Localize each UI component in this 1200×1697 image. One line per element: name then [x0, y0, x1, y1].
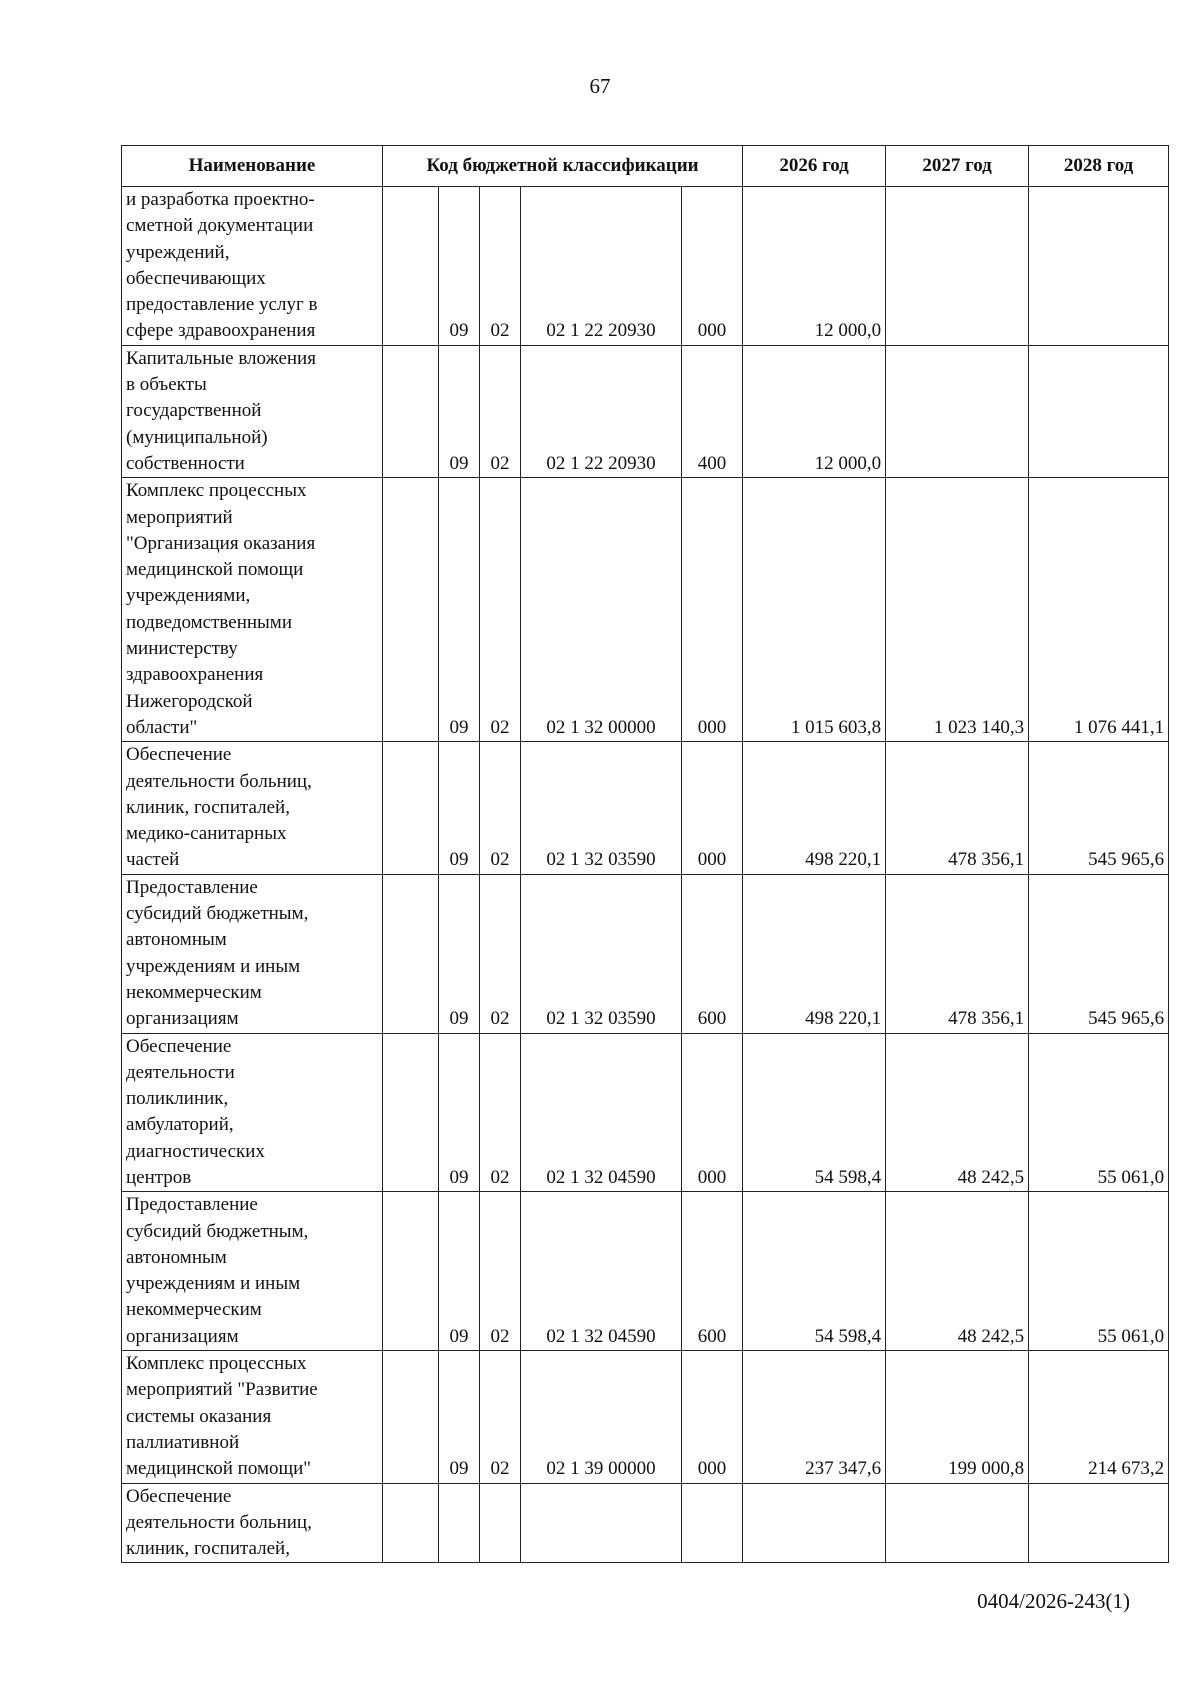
- cell-2026: 54 598,4: [743, 1033, 886, 1192]
- cell-2026: 1 015 603,8: [743, 478, 886, 742]
- cell-2028: 545 965,6: [1029, 742, 1169, 874]
- cell-target-article: 02 1 22 20930: [521, 187, 682, 346]
- cell-expense-type: 000: [682, 742, 743, 874]
- cell-target-article: 02 1 32 03590: [521, 874, 682, 1033]
- cell-2028: [1029, 345, 1169, 477]
- cell-2026: 54 598,4: [743, 1192, 886, 1351]
- cell-name: Обеспечение деятельности больниц, клиник, госпиталей,: [122, 1483, 383, 1563]
- header-2028: 2028 год: [1029, 146, 1169, 187]
- cell-target-article: 02 1 22 20930: [521, 345, 682, 477]
- cell-subsection: 02: [480, 742, 521, 874]
- cell-code-blank: [383, 874, 439, 1033]
- cell-target-article: 02 1 39 00000: [521, 1351, 682, 1483]
- cell-2027: [886, 345, 1029, 477]
- table-row: [122, 742, 1169, 874]
- cell-code-blank: [383, 345, 439, 477]
- cell-2026: 12 000,0: [743, 187, 886, 346]
- cell-subsection: 02: [480, 187, 521, 346]
- cell-section: 09: [439, 1351, 480, 1483]
- cell-section: 09: [439, 478, 480, 742]
- header-2027: 2027 год: [886, 146, 1029, 187]
- table-row: [122, 874, 1169, 1033]
- table-row: [122, 1483, 1169, 1563]
- header-name: Наименование: [122, 146, 383, 187]
- cell-section: 09: [439, 874, 480, 1033]
- cell-subsection: [480, 1483, 521, 1563]
- cell-target-article: 02 1 32 00000: [521, 478, 682, 742]
- table-row: [122, 1351, 1169, 1483]
- table-row: [122, 345, 1169, 477]
- cell-name: Обеспечение деятельности поликлиник, амбулаторий, диагностических центров: [122, 1033, 383, 1192]
- cell-2027: 478 356,1: [886, 874, 1029, 1033]
- cell-2026: 498 220,1: [743, 874, 886, 1033]
- cell-section: 09: [439, 1192, 480, 1351]
- cell-subsection: 02: [480, 1351, 521, 1483]
- cell-2028: [1029, 1483, 1169, 1563]
- cell-code-blank: [383, 1483, 439, 1563]
- cell-expense-type: 400: [682, 345, 743, 477]
- budget-table: [121, 145, 1169, 1563]
- cell-target-article: [521, 1483, 682, 1563]
- header-row: [122, 146, 1169, 187]
- cell-2026: 498 220,1: [743, 742, 886, 874]
- cell-name: Обеспечение деятельности больниц, клиник, госпиталей, медико-санитарных частей: [122, 742, 383, 874]
- cell-section: 09: [439, 742, 480, 874]
- cell-2028: 55 061,0: [1029, 1192, 1169, 1351]
- cell-code-blank: [383, 187, 439, 346]
- cell-2027: 199 000,8: [886, 1351, 1029, 1483]
- cell-2026: [743, 1483, 886, 1563]
- cell-subsection: 02: [480, 874, 521, 1033]
- cell-2028: 55 061,0: [1029, 1033, 1169, 1192]
- cell-expense-type: 600: [682, 1192, 743, 1351]
- cell-subsection: 02: [480, 345, 521, 477]
- cell-section: 09: [439, 187, 480, 346]
- table-row: [122, 478, 1169, 742]
- cell-expense-type: [682, 1483, 743, 1563]
- table-row: [122, 187, 1169, 346]
- cell-2027: 478 356,1: [886, 742, 1029, 874]
- cell-expense-type: 600: [682, 874, 743, 1033]
- cell-code-blank: [383, 1033, 439, 1192]
- cell-section: [439, 1483, 480, 1563]
- cell-2027: [886, 187, 1029, 346]
- cell-2027: [886, 1483, 1029, 1563]
- cell-2026: 237 347,6: [743, 1351, 886, 1483]
- cell-2027: 1 023 140,3: [886, 478, 1029, 742]
- document-code: 0404/2026-243(1): [977, 1589, 1130, 1613]
- header-2026: 2026 год: [743, 146, 886, 187]
- cell-name: Предоставление субсидий бюджетным, автономным учреждениям и иным некоммерческим организациям: [122, 874, 383, 1033]
- cell-code-blank: [383, 742, 439, 874]
- cell-section: 09: [439, 345, 480, 477]
- cell-expense-type: 000: [682, 1033, 743, 1192]
- cell-subsection: 02: [480, 478, 521, 742]
- header-code: Код бюджетной классификации: [383, 146, 743, 187]
- cell-2028: 214 673,2: [1029, 1351, 1169, 1483]
- cell-2026: 12 000,0: [743, 345, 886, 477]
- page-number: 67: [589, 74, 611, 98]
- table-row: [122, 1033, 1169, 1192]
- cell-2027: 48 242,5: [886, 1033, 1029, 1192]
- cell-expense-type: 000: [682, 187, 743, 346]
- cell-name: и разработка проектно- сметной документации учреждений, обеспечивающих предоставление услуг в сфере здравоохранения: [122, 187, 383, 346]
- cell-expense-type: 000: [682, 1351, 743, 1483]
- cell-target-article: 02 1 32 03590: [521, 742, 682, 874]
- cell-section: 09: [439, 1033, 480, 1192]
- cell-target-article: 02 1 32 04590: [521, 1192, 682, 1351]
- cell-2028: [1029, 187, 1169, 346]
- cell-name: Капитальные вложения в объекты государственной (муниципальной) собственности: [122, 345, 383, 477]
- cell-name: Комплекс процессных мероприятий "Организация оказания медицинской помощи учреждениями, подведомственными министерству здравоохранения Нижегородской области": [122, 478, 383, 742]
- cell-subsection: 02: [480, 1192, 521, 1351]
- table-row: [122, 1192, 1169, 1351]
- cell-name: Комплекс процессных мероприятий "Развитие системы оказания паллиативной медицинской помощи": [122, 1351, 383, 1483]
- cell-2027: 48 242,5: [886, 1192, 1029, 1351]
- cell-code-blank: [383, 1192, 439, 1351]
- cell-2028: 545 965,6: [1029, 874, 1169, 1033]
- cell-code-blank: [383, 1351, 439, 1483]
- cell-name: Предоставление субсидий бюджетным, автономным учреждениям и иным некоммерческим организациям: [122, 1192, 383, 1351]
- cell-2028: 1 076 441,1: [1029, 478, 1169, 742]
- cell-expense-type: 000: [682, 478, 743, 742]
- cell-code-blank: [383, 478, 439, 742]
- cell-target-article: 02 1 32 04590: [521, 1033, 682, 1192]
- cell-subsection: 02: [480, 1033, 521, 1192]
